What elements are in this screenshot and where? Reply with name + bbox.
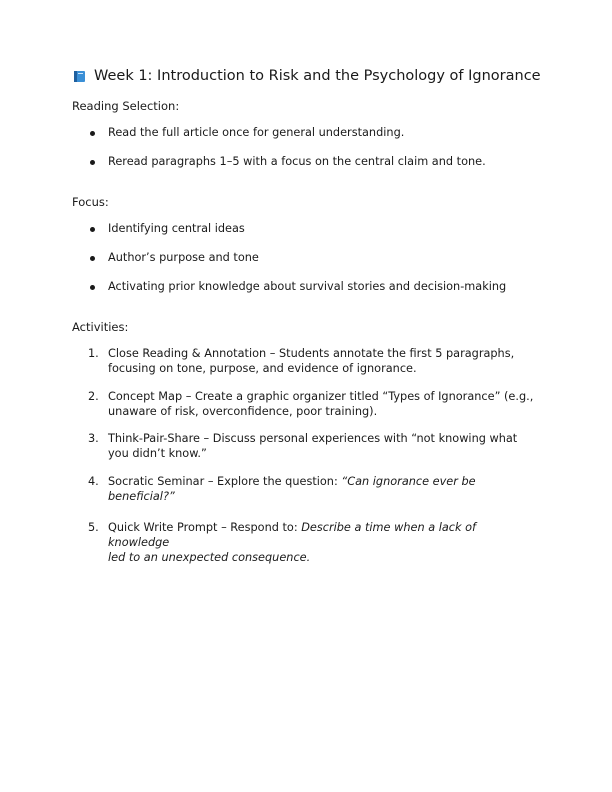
bullet-icon xyxy=(90,285,95,290)
activity-number: 2. xyxy=(88,390,99,403)
activity-prompt-cont: led to an unexpected consequence. xyxy=(108,551,311,564)
activity-text-line: you didn’t know.” xyxy=(108,447,207,460)
activity-number: 4. xyxy=(88,475,99,488)
activity-number: 5. xyxy=(88,521,99,534)
activity-text: Socratic Seminar – Explore the question: xyxy=(108,475,342,488)
activity-text: Quick Write Prompt – Respond to: xyxy=(108,521,302,534)
reading-selection-label: Reading Selection: xyxy=(72,99,180,113)
list-item-text: Activating prior knowledge about survival stories and decision-making xyxy=(108,280,507,293)
activity-number: 3. xyxy=(88,432,99,445)
activity-text-line: Concept Map – Create a graphic organizer titled “Types of Ignorance” (e.g., xyxy=(108,390,534,403)
activity-question: “Can ignorance ever be xyxy=(341,475,476,488)
list-item-text: Reread paragraphs 1–5 with a focus on the central claim and tone. xyxy=(108,155,486,168)
bullet-icon xyxy=(90,131,95,136)
focus-label: Focus: xyxy=(72,195,109,209)
page-title-text: Week 1: Introduction to Risk and the Psychology of Ignorance xyxy=(94,68,541,84)
bullet-icon xyxy=(90,256,95,261)
page-title xyxy=(73,68,541,84)
activity-text-line: unaware of risk, overconfidence, poor training). xyxy=(108,405,378,418)
book-icon xyxy=(73,70,86,83)
activity-text-line: focusing on tone, purpose, and evidence of ignorance. xyxy=(108,362,417,375)
activity-prompt: Describe a time when a lack of knowledge xyxy=(108,521,477,549)
list-item-text: Author’s purpose and tone xyxy=(108,251,259,264)
bullet-icon xyxy=(90,227,95,232)
activity-number: 1. xyxy=(88,347,99,360)
bullet-icon xyxy=(90,160,95,165)
activity-question-cont: beneficial?” xyxy=(108,490,175,503)
activity-text-line: Think-Pair-Share – Discuss personal experiences with “not knowing what xyxy=(108,432,518,445)
activities-label: Activities: xyxy=(72,320,129,334)
list-item-text: Identifying central ideas xyxy=(108,222,245,235)
activity-text-line: Close Reading & Annotation – Students annotate the first 5 paragraphs, xyxy=(108,347,515,360)
list-item-text: Read the full article once for general understanding. xyxy=(108,126,405,139)
